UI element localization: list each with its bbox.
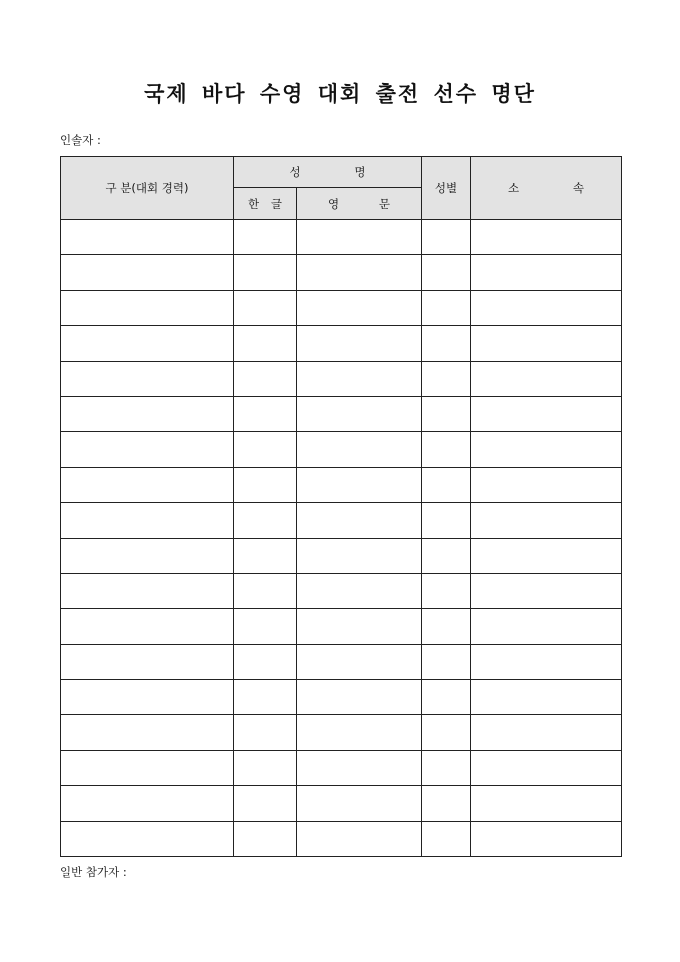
cell-name-english[interactable]: [297, 786, 422, 821]
cell-affiliation[interactable]: [471, 396, 622, 431]
cell-gender[interactable]: [422, 538, 471, 573]
cell-name-english[interactable]: [297, 715, 422, 750]
cell-category[interactable]: [61, 467, 234, 502]
cell-category[interactable]: [61, 255, 234, 290]
header-name-korean: [234, 188, 297, 220]
header-korean-char-1: 한: [248, 196, 260, 211]
cell-name-english[interactable]: [297, 644, 422, 679]
header-affiliation: [471, 157, 622, 220]
table-row: [61, 538, 622, 573]
cell-affiliation[interactable]: [471, 255, 622, 290]
cell-affiliation[interactable]: [471, 503, 622, 538]
cell-category[interactable]: [61, 538, 234, 573]
cell-name-korean[interactable]: [234, 750, 297, 785]
header-name: [234, 157, 422, 188]
cell-affiliation[interactable]: [471, 290, 622, 325]
cell-name-english[interactable]: [297, 255, 422, 290]
cell-name-english[interactable]: [297, 432, 422, 467]
cell-category[interactable]: [61, 326, 234, 361]
cell-name-english[interactable]: [297, 467, 422, 502]
cell-category[interactable]: [61, 609, 234, 644]
cell-affiliation[interactable]: [471, 573, 622, 608]
table-row: [61, 609, 622, 644]
header-korean-char-2: 글: [270, 196, 282, 211]
header-name-char-2: 명: [354, 165, 366, 179]
cell-gender[interactable]: [422, 396, 471, 431]
cell-name-korean[interactable]: [234, 361, 297, 396]
cell-name-english[interactable]: [297, 361, 422, 396]
athlete-roster-table: [60, 156, 622, 857]
cell-name-korean[interactable]: [234, 715, 297, 750]
cell-affiliation[interactable]: [471, 715, 622, 750]
cell-category[interactable]: [61, 786, 234, 821]
cell-gender[interactable]: [422, 432, 471, 467]
cell-name-english[interactable]: [297, 396, 422, 431]
cell-name-english[interactable]: [297, 503, 422, 538]
table-row: [61, 467, 622, 502]
table-row: [61, 290, 622, 325]
cell-name-english[interactable]: [297, 609, 422, 644]
cell-name-korean[interactable]: [234, 255, 297, 290]
cell-gender[interactable]: [422, 503, 471, 538]
document-title: 국제 바다 수영 대회 출전 선수 명단: [144, 81, 536, 106]
header-affiliation-char-2: 속: [572, 181, 584, 195]
table-row: [61, 680, 622, 715]
cell-name-korean[interactable]: [234, 680, 297, 715]
cell-category[interactable]: [61, 503, 234, 538]
cell-gender[interactable]: [422, 290, 471, 325]
table-row: [61, 821, 622, 856]
cell-affiliation[interactable]: [471, 361, 622, 396]
cell-gender[interactable]: [422, 750, 471, 785]
header-gender: 성별: [422, 157, 471, 220]
cell-category[interactable]: [61, 432, 234, 467]
cell-name-korean[interactable]: [234, 326, 297, 361]
cell-name-english[interactable]: [297, 290, 422, 325]
cell-name-english[interactable]: [297, 220, 422, 255]
cell-gender[interactable]: [422, 255, 471, 290]
cell-category[interactable]: [61, 750, 234, 785]
cell-affiliation[interactable]: [471, 432, 622, 467]
cell-gender[interactable]: [422, 821, 471, 856]
cell-affiliation[interactable]: [471, 786, 622, 821]
cell-gender[interactable]: [422, 361, 471, 396]
cell-gender[interactable]: [422, 680, 471, 715]
header-category: 구 분(대회 경력): [61, 157, 234, 220]
cell-gender[interactable]: [422, 573, 471, 608]
cell-category[interactable]: [61, 715, 234, 750]
cell-gender[interactable]: [422, 467, 471, 502]
cell-affiliation[interactable]: [471, 680, 622, 715]
cell-name-korean[interactable]: [234, 573, 297, 608]
table-row: [61, 396, 622, 431]
general-participants-label: 일반 참가자 :: [60, 865, 127, 879]
cell-name-english[interactable]: [297, 573, 422, 608]
cell-name-korean[interactable]: [234, 609, 297, 644]
table-row: [61, 361, 622, 396]
cell-name-english[interactable]: [297, 326, 422, 361]
cell-gender[interactable]: [422, 644, 471, 679]
table-row: [61, 255, 622, 290]
cell-affiliation[interactable]: [471, 750, 622, 785]
table-row: [61, 786, 622, 821]
table-row: [61, 750, 622, 785]
header-english-char-2: 문: [378, 196, 390, 211]
cell-category[interactable]: [61, 290, 234, 325]
table-row: [61, 573, 622, 608]
cell-category[interactable]: [61, 220, 234, 255]
cell-name-korean[interactable]: [234, 786, 297, 821]
cell-category[interactable]: [61, 680, 234, 715]
cell-gender[interactable]: [422, 220, 471, 255]
cell-name-korean[interactable]: [234, 290, 297, 325]
cell-name-korean[interactable]: [234, 396, 297, 431]
cell-affiliation[interactable]: [471, 220, 622, 255]
cell-category[interactable]: [61, 361, 234, 396]
cell-gender[interactable]: [422, 715, 471, 750]
table-row: [61, 644, 622, 679]
cell-category[interactable]: [61, 821, 234, 856]
cell-affiliation[interactable]: [471, 644, 622, 679]
table-row: [61, 432, 622, 467]
roster-body: [61, 220, 622, 857]
cell-name-korean[interactable]: [234, 538, 297, 573]
header-name-char-1: 성: [289, 165, 301, 179]
cell-category[interactable]: [61, 644, 234, 679]
header-affiliation-char-1: 소: [508, 181, 520, 195]
table-row: [61, 326, 622, 361]
cell-affiliation[interactable]: [471, 609, 622, 644]
cell-name-korean[interactable]: [234, 821, 297, 856]
cell-name-korean[interactable]: [234, 503, 297, 538]
table-row: [61, 503, 622, 538]
header-row-1: [61, 157, 622, 188]
cell-affiliation[interactable]: [471, 467, 622, 502]
cell-category[interactable]: [61, 396, 234, 431]
cell-affiliation[interactable]: [471, 821, 622, 856]
header-name-english: [297, 188, 422, 220]
cell-name-korean[interactable]: [234, 467, 297, 502]
cell-name-english[interactable]: [297, 750, 422, 785]
cell-name-english[interactable]: [297, 680, 422, 715]
cell-category[interactable]: [61, 573, 234, 608]
leader-label: 인솔자 :: [60, 133, 101, 147]
cell-name-english[interactable]: [297, 821, 422, 856]
cell-gender[interactable]: [422, 609, 471, 644]
header-english-char-1: 영: [328, 196, 340, 211]
cell-name-korean[interactable]: [234, 220, 297, 255]
cell-gender[interactable]: [422, 786, 471, 821]
table-row: [61, 715, 622, 750]
cell-affiliation[interactable]: [471, 326, 622, 361]
table-row: [61, 220, 622, 255]
cell-gender[interactable]: [422, 326, 471, 361]
cell-name-korean[interactable]: [234, 644, 297, 679]
cell-name-english[interactable]: [297, 538, 422, 573]
cell-affiliation[interactable]: [471, 538, 622, 573]
cell-name-korean[interactable]: [234, 432, 297, 467]
